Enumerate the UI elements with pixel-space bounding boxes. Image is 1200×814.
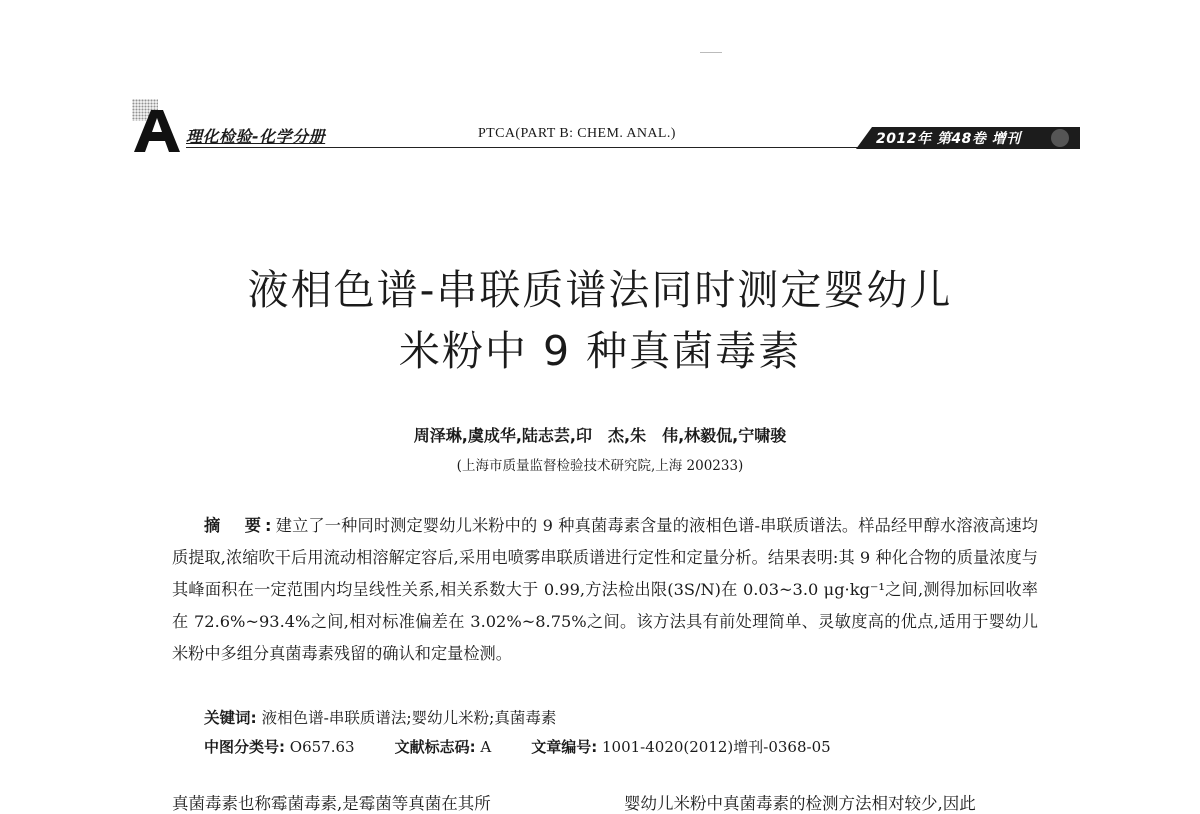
year-volume-text: 2012年 第48卷 增刊	[876, 131, 1021, 147]
classification-line	[204, 736, 831, 757]
paper-title-line-2: 米粉中 9 种真菌毒素	[398, 327, 802, 375]
journal-name-en: PTCA(PART B: CHEM. ANAL.)	[478, 126, 676, 141]
doc-code-label: 文献标志码:	[394, 738, 476, 756]
abstract-text: 建立了一种同时测定婴幼儿米粉中的 9 种真菌毒素含量的液相色谱-串联质谱法。样品经甲醇水溶液高速均质提取,浓缩吹干后用流动相溶解定容后,采用电喷雾串联质谱进行定性和定量分析。结果表明:其 9 种化合物的质量浓度与其峰面积在一定范围内均呈线性关系,相关系数大于 0.99,方法检出限(3S/N)在 0.03~3.0 μg·kg⁻¹之间,测得加标回收率在 72.6%~93.4%之间,相对标准偏差在 3.02%~8.75%之间。该方法具有前处理简单、灵敏度高的优点,适用于婴幼儿米粉中多组分真菌毒素残留的确认和定量检测。	[172, 516, 1038, 663]
abstract	[172, 510, 1038, 670]
journal-logo-a-icon	[132, 108, 182, 154]
abstract-label: 摘 要:	[204, 516, 276, 535]
doc-code-value: A	[480, 738, 492, 756]
article-number-label: 文章编号:	[531, 738, 598, 756]
author-list: 周泽琳,虞成华,陆志芸,印 杰,朱 伟,林毅侃,宁啸骏	[413, 426, 787, 445]
keywords-label: 关键词:	[204, 709, 257, 727]
body-text-right-column: 婴幼儿米粉中真菌毒素的检测方法相对较少,因此	[624, 794, 976, 813]
paper-title-line-1: 液相色谱-串联质谱法同时测定婴幼儿	[247, 266, 953, 314]
affiliation: (上海市质量监督检验技术研究院,上海 200233)	[456, 458, 744, 474]
clc-value: O657.63	[289, 738, 355, 756]
keywords-text: 液相色谱-串联质谱法;婴幼儿米粉;真菌毒素	[261, 709, 557, 727]
keywords	[204, 706, 556, 728]
article-number-value: 1001-4020(2012)增刊-0368-05	[601, 738, 831, 756]
journal-name-cn: 理化检验-化学分册	[186, 127, 326, 146]
scan-mark	[700, 52, 722, 53]
clc-label: 中图分类号:	[204, 738, 285, 756]
body-text-left-column: 真菌毒素也称霉菌毒素,是霉菌等真菌在其所	[172, 794, 491, 813]
